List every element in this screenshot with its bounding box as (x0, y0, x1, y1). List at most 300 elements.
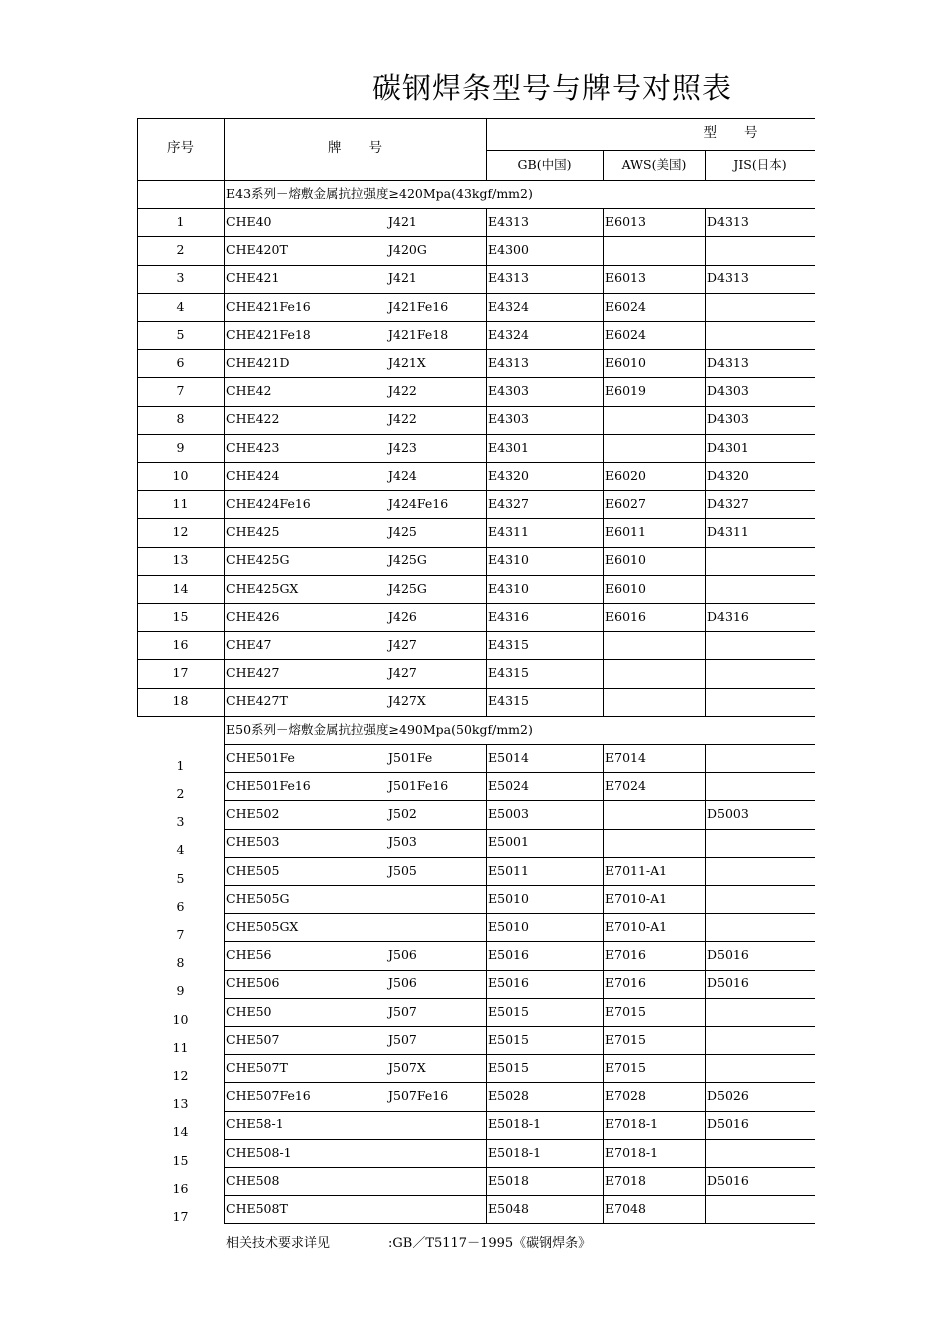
gb-cell: E5016 (488, 947, 529, 963)
footer-reference: :GB／T5117－1995《碳钢焊条》 (388, 1236, 592, 1251)
brand-j-cell: J503 (388, 834, 417, 850)
table-column-rule (705, 998, 706, 1026)
table-column-rule (705, 829, 706, 857)
seq-cell: 9 (176, 439, 185, 455)
table-column-rule (486, 941, 487, 969)
header-aws: AWS(美国) (621, 156, 687, 172)
table-column-rule (486, 208, 487, 236)
table-column-rule (224, 688, 225, 716)
gb-cell: E4315 (488, 637, 529, 653)
table-column-rule (603, 659, 604, 687)
brand-j-cell: J507 (388, 1031, 417, 1047)
aws-cell: E7015 (605, 1060, 646, 1076)
brand-j-cell: J421X (388, 355, 426, 371)
seq-cell: 16 (172, 1180, 189, 1196)
aws-cell (603, 659, 705, 687)
seq-cell: 9 (176, 983, 185, 999)
table-column-rule (486, 1139, 487, 1167)
brand-che-cell: CHE508 (226, 1172, 280, 1188)
aws-cell (603, 406, 705, 434)
aws-cell: E7048 (605, 1201, 646, 1217)
brand-che-cell: CHE425 (226, 524, 280, 540)
jis-cell: D5016 (707, 1116, 749, 1132)
table-column-rule (224, 716, 225, 744)
table-column-rule (705, 349, 706, 377)
table-column-rule (705, 406, 706, 434)
brand-j-cell: J420G (388, 242, 427, 258)
brand-j-cell (386, 885, 486, 913)
brand-che-cell: CHE421D (226, 355, 290, 371)
aws-cell: E7028 (605, 1088, 646, 1104)
table-column-rule (705, 688, 706, 716)
table-column-rule (486, 1026, 487, 1054)
brand-j-cell: J421Fe16 (388, 298, 449, 314)
table-column-rule (137, 406, 138, 434)
table-column-rule (224, 857, 225, 885)
brand-che-cell: CHE424Fe16 (226, 496, 311, 512)
gb-cell: E5015 (488, 1003, 529, 1019)
seq-cell: 15 (172, 608, 189, 624)
aws-cell: E7011-A1 (605, 862, 668, 878)
brand-che-cell: CHE502 (226, 806, 280, 822)
aws-cell: E6019 (605, 383, 646, 399)
seq-cell: 17 (172, 665, 189, 681)
table-column-rule (705, 631, 706, 659)
brand-j-cell: J501Fe (388, 749, 433, 765)
table-rule (137, 118, 815, 119)
seq-cell: 6 (176, 898, 185, 914)
jis-cell (705, 829, 815, 857)
brand-j-cell (386, 913, 486, 941)
header-gb: GB(中国) (517, 156, 572, 172)
table-column-rule (603, 800, 604, 828)
brand-che-cell: CHE503 (226, 834, 280, 850)
jis-cell: D5026 (707, 1088, 749, 1104)
seq-cell: 13 (172, 1096, 189, 1112)
gb-cell: E5048 (488, 1201, 529, 1217)
aws-cell: E6010 (605, 355, 646, 371)
table-column-rule (486, 236, 487, 264)
jis-cell (705, 744, 815, 772)
seq-cell: 12 (172, 524, 189, 540)
table-column-rule (705, 1195, 706, 1223)
table-column-rule (705, 547, 706, 575)
aws-cell: E7016 (605, 975, 646, 991)
table-column-rule (486, 885, 487, 913)
table-column-rule (705, 518, 706, 546)
table-column-rule (705, 772, 706, 800)
table-column-rule (137, 377, 138, 405)
table-column-rule (603, 631, 604, 659)
table-column-rule (486, 970, 487, 998)
table-column-rule (224, 1082, 225, 1110)
table-column-rule (705, 603, 706, 631)
jis-cell: D5003 (707, 806, 749, 822)
brand-j-cell: J501Fe16 (388, 778, 449, 794)
table-column-rule (224, 434, 225, 462)
aws-cell: E7014 (605, 749, 646, 765)
table-column-rule (705, 208, 706, 236)
brand-j-cell: J424 (388, 467, 417, 483)
brand-che-cell: CHE425GX (226, 580, 299, 596)
brand-che-cell: CHE47 (226, 637, 272, 653)
aws-cell: E7015 (605, 1003, 646, 1019)
brand-j-cell: J507X (388, 1060, 426, 1076)
table-column-rule (224, 1139, 225, 1167)
table-column-rule (705, 1082, 706, 1110)
table-column-rule (603, 236, 604, 264)
brand-j-cell: J421 (388, 270, 417, 286)
table-rule (224, 1223, 815, 1224)
seq-cell: 12 (172, 1068, 189, 1084)
gb-cell: E4315 (488, 665, 529, 681)
seq-cell: 11 (172, 1039, 189, 1055)
table-column-rule (224, 1167, 225, 1195)
table-column-rule (705, 1111, 706, 1139)
seq-cell: 4 (176, 298, 185, 314)
gb-cell: E5018 (488, 1172, 529, 1188)
brand-j-cell: J421Fe18 (388, 326, 449, 342)
aws-cell: E7018-1 (605, 1116, 659, 1132)
brand-che-cell: CHE421 (226, 270, 280, 286)
brand-j-cell: J506 (388, 947, 417, 963)
table-column-rule (486, 772, 487, 800)
table-column-rule (705, 913, 706, 941)
table-column-rule (224, 1195, 225, 1223)
jis-cell (705, 998, 815, 1026)
table-column-rule (137, 321, 138, 349)
brand-che-cell: CHE505 (226, 862, 280, 878)
table-column-rule (603, 462, 604, 490)
table-column-rule (486, 631, 487, 659)
aws-cell: E6024 (605, 326, 646, 342)
table-column-rule (486, 857, 487, 885)
aws-cell: E7010-A1 (605, 890, 668, 906)
seq-cell: 1 (176, 757, 185, 773)
brand-che-cell: CHE506 (226, 975, 280, 991)
brand-che-cell: CHE507T (226, 1060, 288, 1076)
gb-cell: E4327 (488, 496, 529, 512)
table-column-rule (224, 321, 225, 349)
table-column-rule (486, 406, 487, 434)
brand-che-cell: CHE422 (226, 411, 280, 427)
brand-j-cell: J426 (388, 608, 417, 624)
table-column-rule (603, 150, 604, 180)
jis-cell (705, 659, 815, 687)
brand-che-cell: CHE58-1 (226, 1116, 284, 1132)
gb-cell: E4316 (488, 608, 529, 624)
seq-cell: 15 (172, 1152, 189, 1168)
table-column-rule (603, 688, 604, 716)
table-column-rule (603, 575, 604, 603)
table-column-rule (224, 744, 225, 772)
table-column-rule (705, 265, 706, 293)
gb-cell: E5011 (488, 862, 529, 878)
jis-cell (705, 321, 815, 349)
jis-cell (705, 1054, 815, 1082)
aws-cell: E6010 (605, 580, 646, 596)
gb-cell: E4313 (488, 214, 529, 230)
gb-cell: E4313 (488, 270, 529, 286)
table-column-rule (224, 631, 225, 659)
table-column-rule (603, 857, 604, 885)
brand-che-cell: CHE426 (226, 608, 280, 624)
seq-cell: 16 (172, 637, 189, 653)
jis-cell (705, 885, 815, 913)
table-column-rule (705, 857, 706, 885)
brand-che-cell: CHE427T (226, 693, 288, 709)
jis-cell: D4316 (707, 608, 749, 624)
aws-cell: E6011 (605, 524, 646, 540)
table-column-rule (705, 1139, 706, 1167)
table-column-rule (486, 829, 487, 857)
jis-cell: D5016 (707, 947, 749, 963)
aws-cell (603, 800, 705, 828)
gb-cell: E5024 (488, 778, 529, 794)
table-column-rule (603, 265, 604, 293)
gb-cell: E4311 (488, 524, 529, 540)
seq-cell: 14 (172, 580, 189, 596)
table-column-rule (486, 1167, 487, 1195)
jis-cell (705, 1195, 815, 1223)
brand-che-cell: CHE501Fe16 (226, 778, 311, 794)
table-column-rule (224, 885, 225, 913)
table-column-rule (705, 1054, 706, 1082)
jis-cell: D4320 (707, 467, 749, 483)
seq-cell: 2 (176, 786, 185, 802)
table-column-rule (137, 631, 138, 659)
table-column-rule (705, 885, 706, 913)
table-column-rule (486, 1054, 487, 1082)
gb-cell: E4310 (488, 552, 529, 568)
table-column-rule (486, 575, 487, 603)
brand-che-cell: CHE423 (226, 439, 280, 455)
brand-che-cell: CHE427 (226, 665, 280, 681)
table-column-rule (486, 1195, 487, 1223)
table-column-rule (137, 208, 138, 236)
table-column-rule (486, 118, 487, 180)
aws-cell: E6027 (605, 496, 646, 512)
gb-cell: E5003 (488, 806, 529, 822)
table-column-rule (224, 772, 225, 800)
brand-j-cell: J422 (388, 383, 417, 399)
brand-j-cell: J427 (388, 665, 417, 681)
seq-cell: 17 (172, 1209, 189, 1225)
gb-cell: E4315 (488, 693, 529, 709)
table-column-rule (705, 462, 706, 490)
table-column-rule (603, 1139, 604, 1167)
seq-cell: 14 (172, 1124, 189, 1140)
table-column-rule (603, 208, 604, 236)
table-column-rule (137, 180, 138, 208)
gb-cell: E4310 (488, 580, 529, 596)
table-column-rule (137, 462, 138, 490)
table-column-rule (705, 1167, 706, 1195)
table-column-rule (486, 1082, 487, 1110)
jis-cell: D4313 (707, 355, 749, 371)
brand-che-cell: CHE508-1 (226, 1144, 292, 1160)
gb-cell: E5028 (488, 1088, 529, 1104)
seq-cell: 8 (176, 955, 185, 971)
table-column-rule (603, 1167, 604, 1195)
seq-cell: 8 (176, 411, 185, 427)
table-column-rule (705, 434, 706, 462)
table-column-rule (603, 772, 604, 800)
brand-j-cell: J507 (388, 1003, 417, 1019)
table-column-rule (486, 349, 487, 377)
brand-j-cell: J502 (388, 806, 417, 822)
aws-cell: E6016 (605, 608, 646, 624)
table-column-rule (603, 603, 604, 631)
aws-cell (603, 688, 705, 716)
table-column-rule (137, 603, 138, 631)
table-column-rule (224, 1026, 225, 1054)
gb-cell: E5018-1 (488, 1144, 542, 1160)
table-column-rule (137, 518, 138, 546)
table-column-rule (603, 1054, 604, 1082)
table-column-rule (603, 941, 604, 969)
jis-cell (705, 913, 815, 941)
table-column-rule (603, 293, 604, 321)
table-rule (486, 150, 815, 151)
table-column-rule (224, 349, 225, 377)
brand-j-cell (386, 1167, 486, 1195)
seq-cell: 18 (172, 693, 189, 709)
brand-j-cell (386, 1139, 486, 1167)
aws-cell (603, 631, 705, 659)
brand-che-cell: CHE507Fe16 (226, 1088, 311, 1104)
brand-che-cell: CHE421Fe18 (226, 326, 311, 342)
table-column-rule (224, 265, 225, 293)
seq-cell: 2 (176, 242, 185, 258)
table-column-rule (486, 913, 487, 941)
aws-cell: E6020 (605, 467, 646, 483)
table-column-rule (603, 970, 604, 998)
table-column-rule (486, 603, 487, 631)
jis-cell: D4303 (707, 411, 749, 427)
table-column-rule (137, 688, 138, 716)
table-column-rule (224, 913, 225, 941)
brand-j-cell: J425G (388, 552, 427, 568)
brand-che-cell: CHE505GX (226, 919, 299, 935)
seq-cell: 6 (176, 355, 185, 371)
table-column-rule (224, 236, 225, 264)
seq-cell: 10 (172, 1011, 189, 1027)
jis-cell (705, 547, 815, 575)
header-brand: 牌 号 (328, 140, 382, 157)
gb-cell: E4324 (488, 298, 529, 314)
table-column-rule (137, 490, 138, 518)
header-seq: 序号 (167, 140, 194, 157)
brand-che-cell: CHE501Fe (226, 749, 295, 765)
seq-cell: 3 (176, 270, 185, 286)
table-column-rule (603, 1195, 604, 1223)
aws-cell (603, 236, 705, 264)
table-column-rule (137, 236, 138, 264)
table-column-rule (224, 547, 225, 575)
seq-cell: 3 (176, 814, 185, 830)
jis-cell (705, 772, 815, 800)
jis-cell (705, 236, 815, 264)
table-column-rule (486, 518, 487, 546)
brand-j-cell: J505 (388, 862, 417, 878)
table-column-rule (603, 829, 604, 857)
table-column-rule (603, 518, 604, 546)
aws-cell: E6024 (605, 298, 646, 314)
table-column-rule (603, 490, 604, 518)
aws-cell: E7010-A1 (605, 919, 668, 935)
gb-cell: E4320 (488, 467, 529, 483)
table-column-rule (603, 998, 604, 1026)
table-column-rule (137, 349, 138, 377)
brand-che-cell: CHE508T (226, 1201, 288, 1217)
brand-che-cell: CHE420T (226, 242, 288, 258)
gb-cell: E5015 (488, 1031, 529, 1047)
table-column-rule (603, 349, 604, 377)
table-column-rule (486, 998, 487, 1026)
brand-che-cell: CHE425G (226, 552, 290, 568)
table-column-rule (603, 406, 604, 434)
seq-cell: 4 (176, 842, 185, 858)
table-column-rule (603, 1026, 604, 1054)
table-column-rule (486, 688, 487, 716)
aws-cell: E6013 (605, 214, 646, 230)
brand-che-cell: CHE421Fe16 (226, 298, 311, 314)
table-column-rule (224, 941, 225, 969)
table-column-rule (603, 885, 604, 913)
aws-cell: E7018 (605, 1172, 646, 1188)
header-jis: JIS(日本) (733, 156, 787, 172)
jis-cell: D4313 (707, 214, 749, 230)
table-column-rule (224, 406, 225, 434)
gb-cell: E4301 (488, 439, 529, 455)
footer-label: 相关技术要求详见 (226, 1236, 331, 1251)
gb-cell: E5016 (488, 975, 529, 991)
gb-cell: E5014 (488, 749, 529, 765)
jis-cell (705, 1139, 815, 1167)
brand-che-cell: CHE424 (226, 467, 280, 483)
jis-cell (705, 688, 815, 716)
table-column-rule (224, 377, 225, 405)
section-title: E43系列－熔敷金属抗拉强度≥420Mpa(43kgf/mm2) (226, 185, 533, 201)
brand-j-cell (386, 1195, 486, 1223)
brand-j-cell: J427 (388, 637, 417, 653)
table-column-rule (224, 659, 225, 687)
table-column-rule (224, 970, 225, 998)
table-column-rule (705, 575, 706, 603)
seq-cell: 10 (172, 467, 189, 483)
table-column-rule (705, 293, 706, 321)
table-column-rule (705, 377, 706, 405)
jis-cell (705, 293, 815, 321)
table-column-rule (224, 490, 225, 518)
jis-cell (705, 857, 815, 885)
jis-cell: D4311 (707, 524, 749, 540)
brand-j-cell: J507Fe16 (388, 1088, 449, 1104)
brand-j-cell: J425G (388, 580, 427, 596)
gb-cell: E4303 (488, 411, 529, 427)
table-column-rule (705, 744, 706, 772)
brand-j-cell: J427X (388, 693, 426, 709)
table-column-rule (137, 265, 138, 293)
header-model: 型 号 (703, 125, 758, 142)
aws-cell (603, 434, 705, 462)
brand-che-cell: CHE56 (226, 947, 272, 963)
table-column-rule (224, 575, 225, 603)
table-column-rule (603, 744, 604, 772)
table-column-rule (224, 603, 225, 631)
table-column-rule (137, 118, 138, 180)
